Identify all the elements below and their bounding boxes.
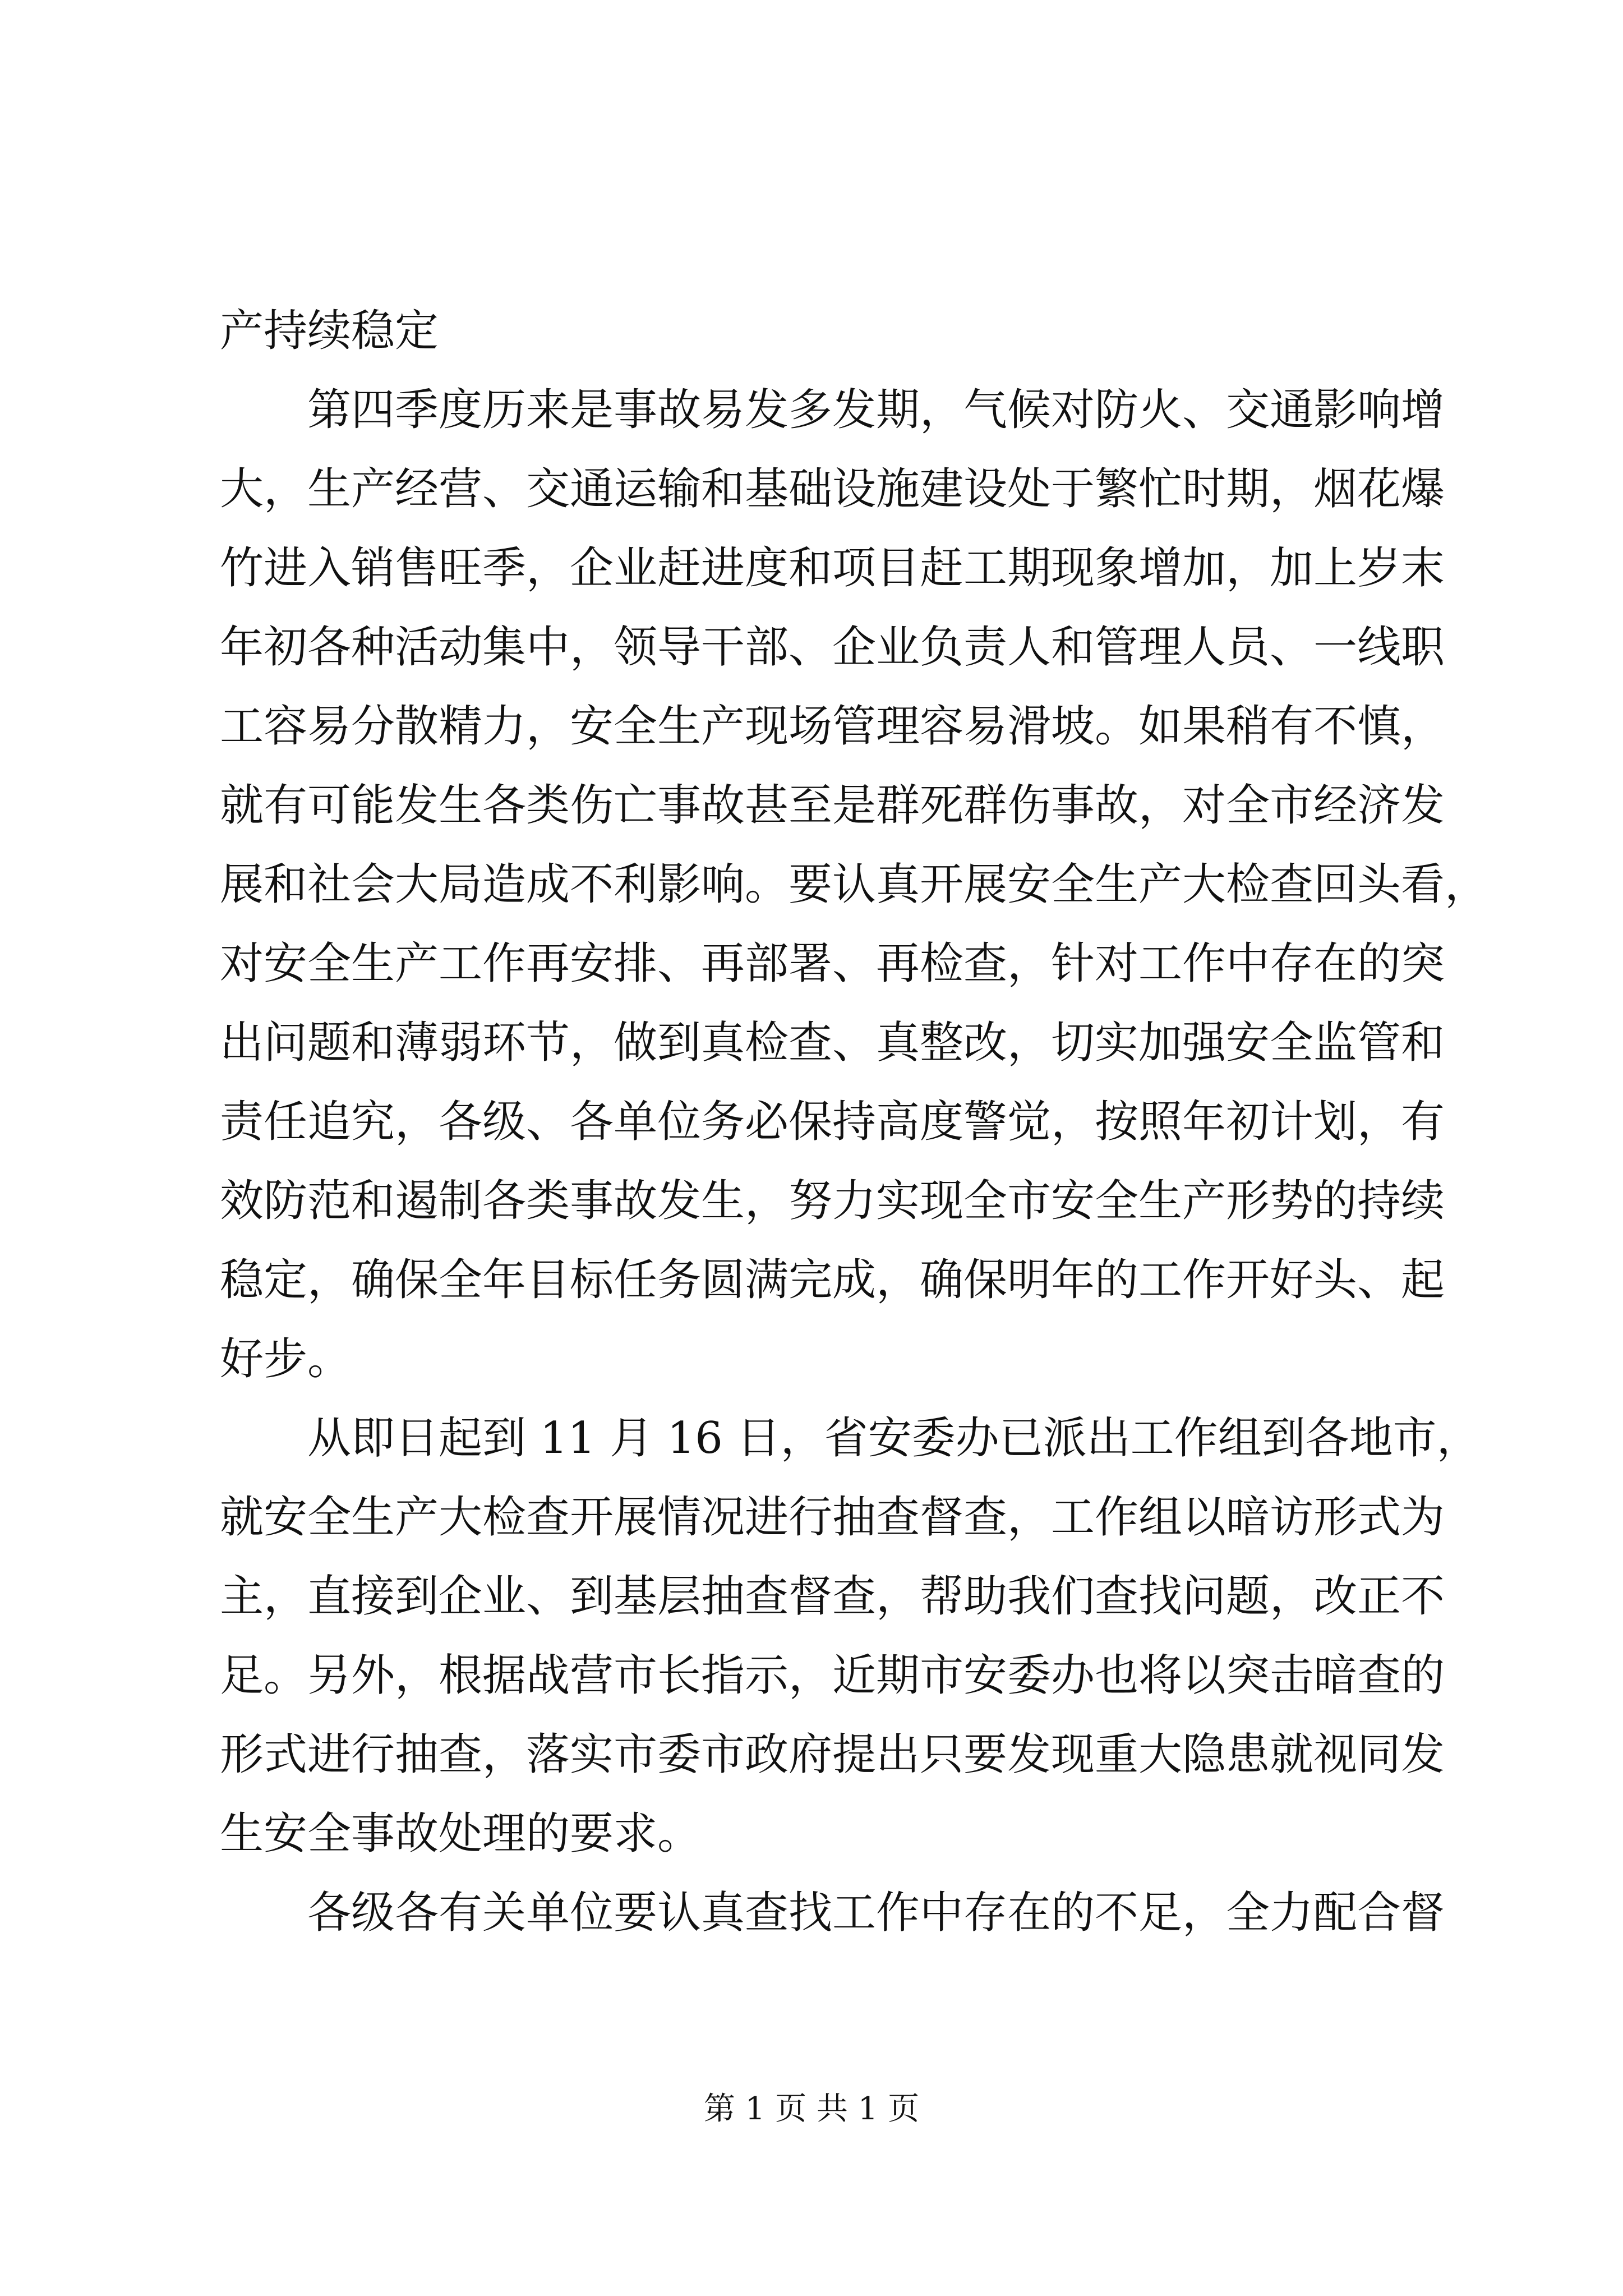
paragraph-line: 就有可能发生各类伤亡事故甚至是群死群伤事故，对全市经济发 (220, 780, 1445, 831)
paragraph-line: 产持续稳定 (220, 306, 439, 356)
document-body (220, 292, 1489, 1953)
paragraph-line: 足。另外，根据战营市长指示，近期市安委办也将以突击暗查的 (220, 1650, 1445, 1701)
paragraph-line: 各级各有关单位要认真查找工作中存在的不足，全力配合督 (307, 1888, 1445, 1938)
paragraph-line: 工容易分散精力，安全生产现场管理容易滑坡。如果稍有不慎， (220, 701, 1445, 752)
paragraph-line: 就安全生产大检查开展情况进行抽查督查，工作组以暗访形式为 (220, 1492, 1445, 1543)
paragraph-line: 出问题和薄弱环节，做到真检查、真整改，切实加强安全监管和 (220, 1018, 1445, 1068)
paragraph-line: 对安全生产工作再安排、再部署、再检查，针对工作中存在的突 (220, 938, 1445, 989)
paragraph-line: 竹进入销售旺季，企业赶进度和项目赶工期现象增加，加上岁末 (220, 543, 1445, 593)
paragraph-line: 稳定，确保全年目标任务圆满完成，确保明年的工作开好头、起 (220, 1255, 1445, 1305)
paragraph-line: 主，直接到企业、到基层抽查督查，帮助我们查找问题，改正不 (220, 1571, 1445, 1622)
paragraph-line: 第四季度历来是事故易发多发期，气候对防火、交通影响增 (307, 385, 1445, 435)
paragraph-line: 效防范和遏制各类事故发生，努力实现全市安全生产形势的持续 (220, 1176, 1445, 1226)
paragraph-line: 责任追究，各级、各单位务必保持高度警觉，按照年初计划，有 (220, 1097, 1445, 1147)
paragraph-line: 从即日起到 11 月 16 日，省安委办已派出工作组到各地市， (307, 1413, 1481, 1464)
paragraph-line: 生安全事故处理的要求。 (220, 1809, 702, 1859)
paragraph-line: 大，生产经营、交通运输和基础设施建设处于繁忙时期，烟花爆 (220, 464, 1445, 514)
paragraph-line: 好步。 (220, 1334, 352, 1384)
paragraph-line: 展和社会大局造成不利影响。要认真开展安全生产大检查回头看， (220, 859, 1489, 910)
paragraph-line: 年初各种活动集中，领导干部、企业负责人和管理人员、一线职 (220, 622, 1445, 673)
page-footer: 第 1 页 共 1 页 (703, 2091, 920, 2127)
paragraph-line: 形式进行抽查，落实市委市政府提出只要发现重大隐患就视同发 (220, 1729, 1445, 1780)
